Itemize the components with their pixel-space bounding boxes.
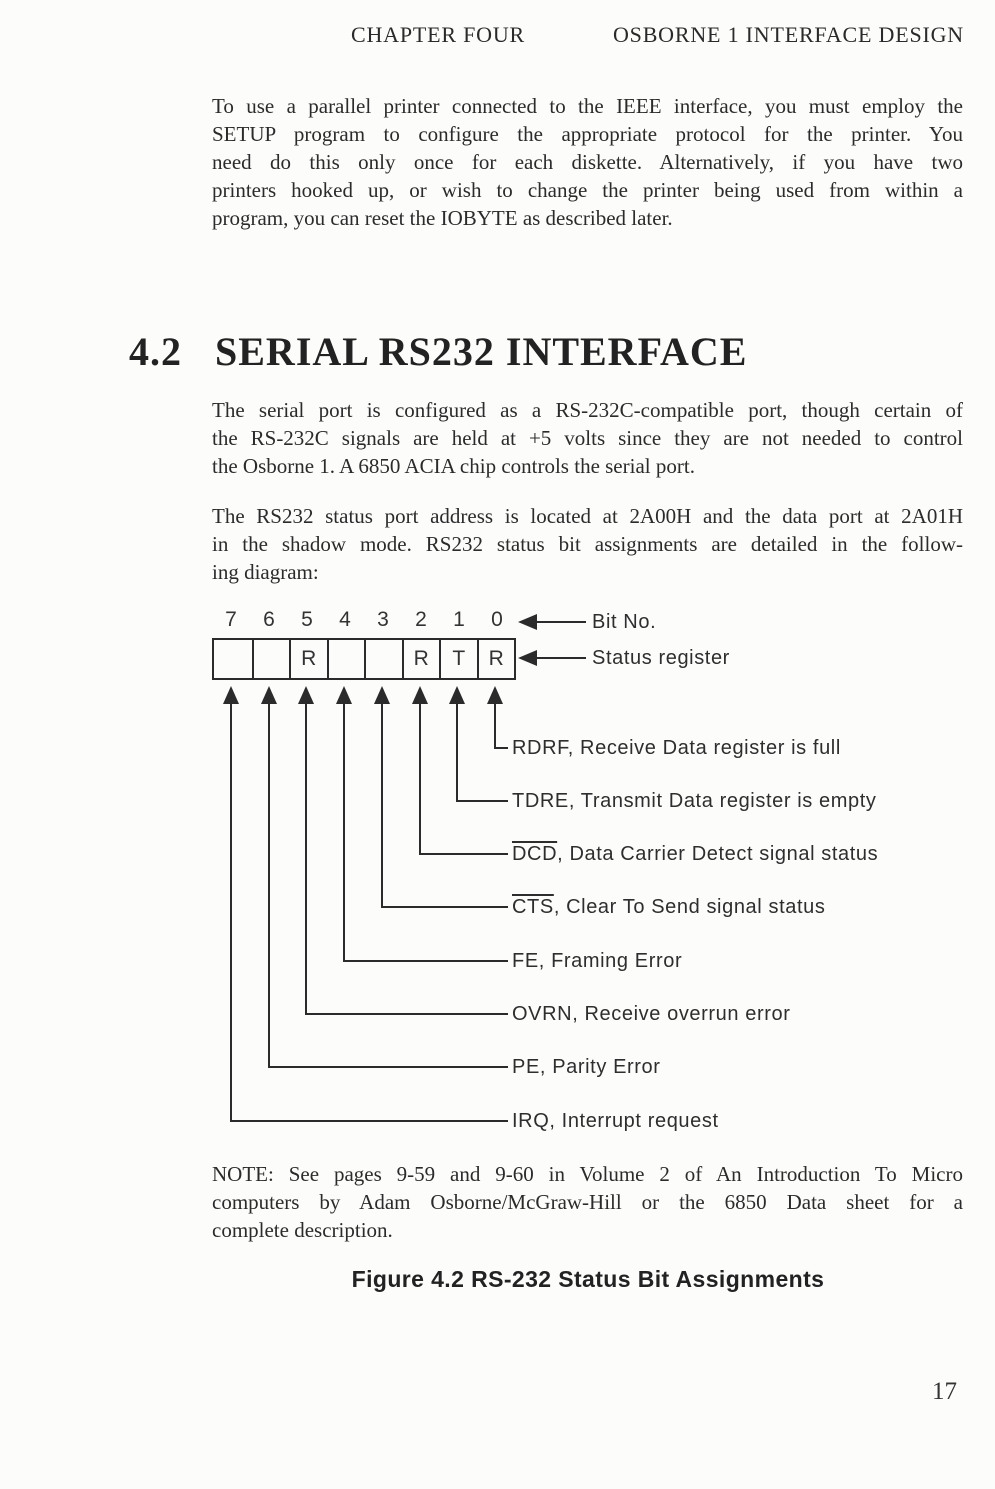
page-number: 17 [932, 1378, 957, 1405]
register-cell: T [439, 640, 477, 678]
section-title: SERIAL RS232 INTERFACE [215, 329, 748, 374]
bit-desc: , Receive Data register is full [567, 737, 841, 759]
bit-number: 5 [301, 608, 313, 631]
register-cell: R [289, 640, 327, 678]
bit-abbr: RDRF [512, 737, 568, 759]
bit-desc: , Receive overrun error [572, 1003, 791, 1025]
bit-label-ovrn [512, 1000, 791, 1028]
register-cell: R [477, 640, 515, 678]
connector-stem-bit0 [494, 703, 496, 749]
up-arrow-icon-bit1 [449, 686, 465, 704]
bit-number: 3 [377, 608, 389, 631]
bit-number: 7 [225, 608, 237, 631]
up-arrow-icon-bit0 [487, 686, 503, 704]
connector-elbow-bit2 [419, 853, 508, 855]
connector-elbow-bit5 [305, 1013, 508, 1015]
connector-stem-bit4 [343, 703, 345, 962]
bit-number: 2 [415, 608, 427, 631]
bit-label-tdre [512, 787, 877, 815]
connector-stem-bit1 [456, 703, 458, 802]
register-cell [214, 640, 252, 678]
bit-desc: , Data Carrier Detect signal status [557, 843, 879, 865]
status-register-arrow-line [535, 657, 586, 659]
section-number: 4.2 [129, 329, 182, 374]
connector-stem-bit7 [230, 703, 232, 1122]
bit-number: 1 [453, 608, 465, 631]
bit-number-row [212, 608, 516, 632]
register-cell [327, 640, 365, 678]
connector-elbow-bit3 [381, 906, 508, 908]
bit-number: 6 [263, 608, 275, 631]
bit-label-irq [512, 1107, 719, 1135]
bit-label-rdrf [512, 734, 841, 762]
connector-elbow-bit4 [343, 960, 508, 962]
bit-label-fe [512, 947, 682, 975]
bit-abbr-overlined: $\overline{CTS}$ [512, 896, 554, 918]
bit-no-label: Bit No. [592, 611, 657, 633]
note-paragraph: NOTE: See pages 9-59 and 9-60 in Volume 2 of An Introduction To Micro computers by Adam Osborne/McGraw-Hill or the 6850 Data sheet for a complete description. [212, 1162, 963, 1242]
bit-no-arrow-line [535, 621, 586, 623]
bit-label-pe [512, 1053, 661, 1081]
bit-desc: , Interrupt request [549, 1110, 719, 1132]
bit-number: 4 [339, 608, 351, 631]
bit-desc: , Framing Error [538, 950, 683, 972]
up-arrow-icon-bit2 [412, 686, 428, 704]
status-port-paragraph: The RS232 status port address is located at 2A00H and the data port at 2A01H in the shadow mode. RS232 status bit assignments are detailed in the follow- ing diagram: [212, 504, 963, 584]
connector-stem-bit3 [381, 703, 383, 908]
header-chapter: CHAPTER FOUR [351, 22, 526, 47]
connector-elbow-bit7 [230, 1120, 508, 1122]
bit-number: 0 [491, 608, 503, 631]
intro-paragraph: To use a parallel printer connected to the IEEE interface, you must employ the SETUP program to configure the appropriate protocol for the printer. You need do this only once for each diskette. Alternatively, if you have two printers hooked up, or wish to change the printer being used from within a program, you can reset the IOBYTE as described later. [212, 94, 963, 230]
bit-abbr: IRQ [512, 1110, 550, 1132]
bit-desc: , Clear To Send signal status [553, 896, 826, 918]
connector-elbow-bit6 [268, 1066, 508, 1068]
bit-label-cts [512, 893, 825, 921]
connector-stem-bit6 [268, 703, 270, 1068]
connector-elbow-bit0 [494, 747, 508, 749]
serial-port-paragraph: The serial port is configured as a RS-232C-compatible port, though certain of the RS-232C signals are held at +5 volts since they are not needed to control the Osborne 1. A 6850 ACIA chip controls the serial port. [212, 398, 963, 478]
up-arrow-icon-bit5 [298, 686, 314, 704]
bit-desc: , Transmit Data register is empty [568, 790, 877, 812]
connector-stem-bit5 [305, 703, 307, 1015]
status-register-boxes [212, 638, 516, 680]
bit-abbr-overlined: $\overline{DCD}$ [512, 843, 558, 865]
register-cell: R [402, 640, 440, 678]
up-arrow-icon-bit4 [336, 686, 352, 704]
bit-abbr: TDRE [512, 790, 569, 812]
figure-caption: Figure 4.2 RS-232 Status Bit Assignments [351, 1266, 825, 1292]
connector-stem-bit2 [419, 703, 421, 855]
bit-abbr: FE [512, 950, 539, 972]
status-register-label: Status register [592, 647, 730, 669]
register-cell [364, 640, 402, 678]
bit-abbr: OVRN [512, 1003, 573, 1025]
up-arrow-icon-bit7 [223, 686, 239, 704]
bit-label-dcd [512, 840, 878, 868]
register-cell [252, 640, 290, 678]
bit-abbr: PE [512, 1056, 540, 1078]
connector-elbow-bit1 [456, 800, 508, 802]
header-book-title: OSBORNE 1 INTERFACE DESIGN [612, 22, 964, 47]
up-arrow-icon-bit6 [261, 686, 277, 704]
up-arrow-icon-bit3 [374, 686, 390, 704]
bit-desc: , Parity Error [539, 1056, 661, 1078]
